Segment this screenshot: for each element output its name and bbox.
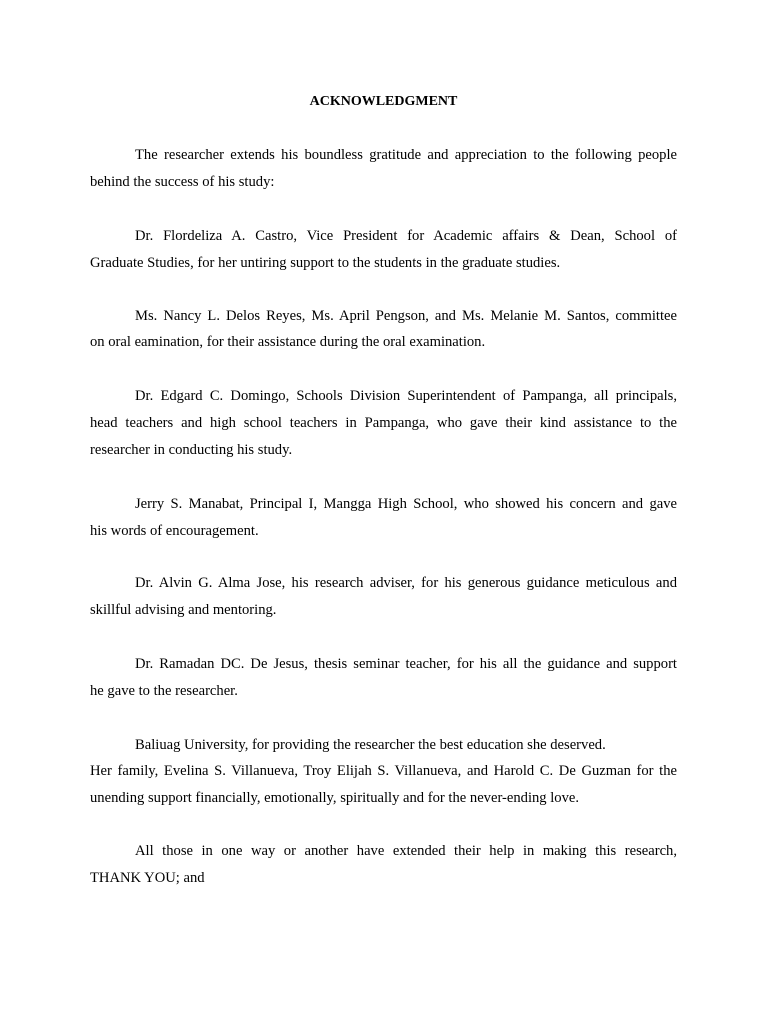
paragraph-line: The researcher extends his boundless gratitude and appreciation to the following people xyxy=(135,147,677,163)
paragraph-line: on oral eamination, for their assistance during the oral examination. xyxy=(90,334,486,350)
paragraph-line: Dr. Alvin G. Alma Jose, his research adviser, for his generous guidance meticulous and xyxy=(135,575,677,591)
paragraph-line: Ms. Nancy L. Delos Reyes, Ms. April Pengson, and Ms. Melanie M. Santos, committee xyxy=(135,308,677,324)
paragraph-line: THANK YOU; and xyxy=(90,870,205,886)
paragraph-line: skillful advising and mentoring. xyxy=(90,602,277,618)
paragraph-line: Jerry S. Manabat, Principal I, Mangga High School, who showed his concern and gave xyxy=(135,496,677,512)
paragraph-line: behind the success of his study: xyxy=(90,174,275,190)
paragraph-line: Dr. Flordeliza A. Castro, Vice President for Academic affairs & Dean, School of xyxy=(135,228,677,244)
paragraph-line: Graduate Studies, for her untiring support to the students in the graduate studies. xyxy=(90,255,561,271)
paragraph-line: Dr. Ramadan DC. De Jesus, thesis seminar teacher, for his all the guidance and support xyxy=(135,656,677,672)
paragraph-line: Her family, Evelina S. Villanueva, Troy Elijah S. Villanueva, and Harold C. De Guzman for the xyxy=(90,763,677,779)
paragraph-line: researcher in conducting his study. xyxy=(90,442,293,458)
paragraph-line: his words of encouragement. xyxy=(90,523,259,539)
page-title: ACKNOWLEDGMENT xyxy=(309,94,458,109)
paragraph-line: Baliuag University, for providing the researcher the best education she deserved. xyxy=(135,737,606,753)
paragraph-line: Dr. Edgard C. Domingo, Schools Division Superintendent of Pampanga, all principals, xyxy=(135,388,677,404)
paragraph-line: head teachers and high school teachers in Pampanga, who gave their kind assistance to the xyxy=(90,415,677,431)
paragraph-line: unending support financially, emotionally, spiritually and for the never-ending love. xyxy=(90,790,580,806)
paragraph-line: All those in one way or another have extended their help in making this research, xyxy=(135,843,677,859)
paragraph-line: he gave to the researcher. xyxy=(90,683,238,699)
